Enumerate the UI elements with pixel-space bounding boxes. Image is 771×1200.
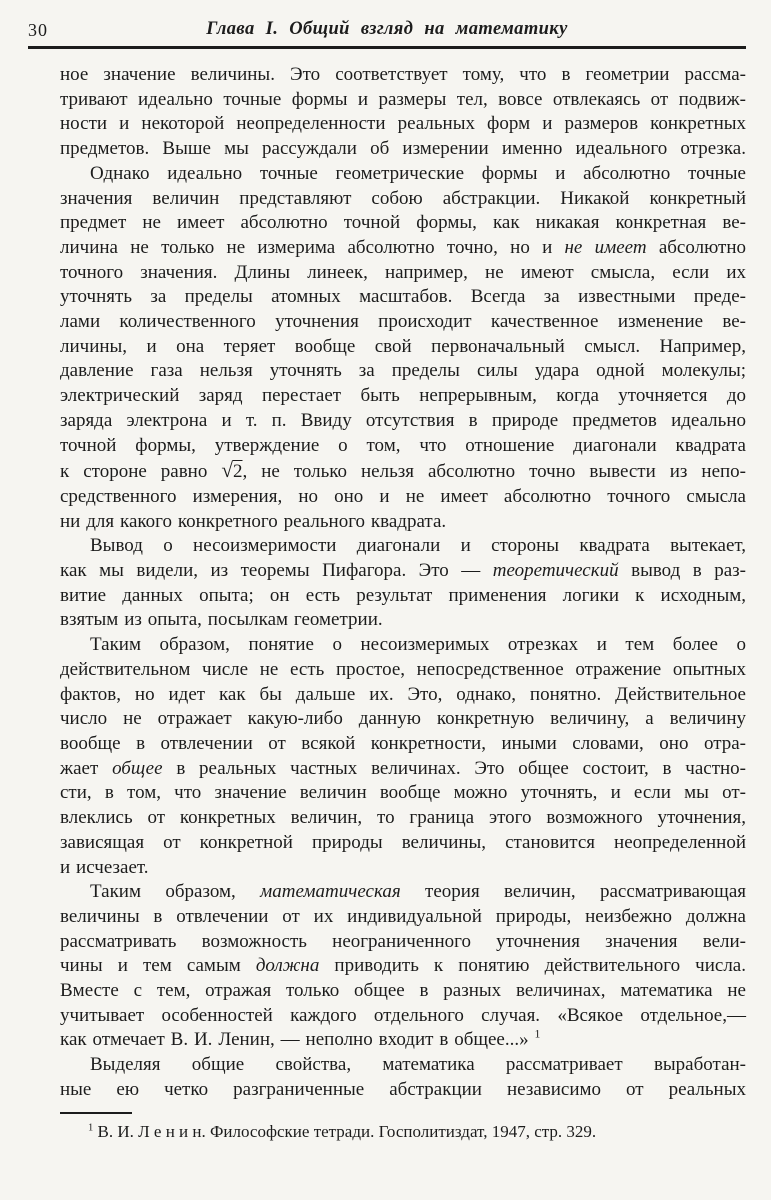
- page-body: [60, 63, 746, 1103]
- text-segment: витие данных опыта; он есть результат применения логики к исходным,: [60, 584, 746, 606]
- text-segment: Вывод о несоизмеримости диагонали и стороны квадрата вытекает,: [90, 535, 746, 557]
- text-segment: общее: [112, 757, 163, 779]
- text-segment: 2: [233, 461, 243, 483]
- paragraph: [60, 534, 746, 633]
- text-segment: значения величин представляют собою абстракции. Никакой конкретный: [60, 187, 746, 209]
- text-line: [60, 930, 746, 955]
- text-segment: Выделяя общие свойства, математика рассматривает выработан-: [90, 1054, 746, 1076]
- text-segment: точного значения. Длины линеек, например, не имеют смысла, если их: [60, 261, 746, 283]
- text-line: [60, 384, 746, 409]
- text-segment: не имеет: [564, 236, 647, 258]
- text-line: [60, 510, 746, 535]
- text-line: [60, 1028, 746, 1053]
- text-line: [60, 335, 746, 360]
- text-segment: чины и тем самым: [60, 955, 256, 977]
- text-line: [60, 954, 746, 979]
- text-segment: к стороне равно: [60, 461, 222, 483]
- text-line: [60, 633, 746, 658]
- text-segment: сти, в том, что значение величин вообще можно уточнять, и если мы от-: [60, 782, 746, 804]
- text-segment: В. И. Л е н и н. Философские тетради. Госполитиздат, 1947, стр. 329.: [93, 1122, 597, 1141]
- text-line: [60, 559, 746, 584]
- footnote-marker: 1: [88, 1122, 94, 1134]
- text-line: [60, 658, 746, 683]
- footnote-line: [60, 1121, 746, 1143]
- text-line: [60, 458, 746, 485]
- page-number: 30: [28, 20, 48, 40]
- text-segment: вообще в отвлечении от всякой конкретности, иными словами, оно отра-: [60, 732, 746, 754]
- text-segment: математическая: [260, 881, 401, 903]
- text-segment: заряда электрона и т. п. Ввиду отсутствия в природе предметов идеально: [60, 409, 746, 431]
- text-line: [60, 831, 746, 856]
- text-line: [60, 63, 746, 88]
- footnote-rule: [60, 1112, 132, 1114]
- text-segment: , не только нельзя абсолютно точно вывести из непо-: [242, 461, 747, 483]
- text-segment: вывод в раз-: [618, 560, 746, 582]
- header-rule: [28, 46, 746, 49]
- text-line: [60, 485, 746, 510]
- text-segment: величины в отвлечении от их индивидуальной природы, неизбежно должна: [60, 905, 746, 927]
- text-line: [60, 979, 746, 1004]
- text-segment: предмет не имеет абсолютно точной формы, как никакая конкретная ве-: [60, 212, 746, 234]
- text-segment: влеклись от конкретных величин, то граница этого возможного уточнения,: [60, 807, 746, 829]
- text-segment: Таким образом, понятие о несоизмеримых отрезках и тем более о: [90, 634, 746, 656]
- page-header: [28, 17, 746, 43]
- text-line: [60, 1004, 746, 1029]
- text-segment: как отмечает В. И. Ленин, — неполно входит в общее...»: [60, 1029, 535, 1051]
- text-line: [60, 584, 746, 609]
- text-line: [60, 856, 746, 881]
- text-line: [60, 608, 746, 633]
- text-segment: фактов, но идет как бы дальше их. Это, однако, понятно. Действительное: [60, 683, 746, 705]
- text-line: [60, 162, 746, 187]
- text-segment: и исчезает.: [60, 856, 149, 878]
- text-segment: взятым из опыта, посылкам геометрии.: [60, 609, 383, 631]
- text-segment: тривают идеально точные формы и размеры тел, вовсе отвлекаясь от подвиж-: [60, 88, 746, 110]
- text-segment: личины, и она теряет вообще свой первоначальный смысл. Например,: [60, 335, 746, 357]
- text-segment: теория величин, рассматривающая: [400, 881, 746, 903]
- text-line: [60, 806, 746, 831]
- text-segment: в реальных частных величинах. Это общее состоит, в частно-: [162, 757, 747, 779]
- text-segment: ни для какого конкретного реального квадрата.: [60, 510, 447, 532]
- text-segment: приводить к понятию действительного числа.: [319, 955, 746, 977]
- text-segment: давление газа нельзя уточнять за пределы силы удара одной молекулы;: [60, 360, 746, 382]
- text-segment: зависящая от конкретной природы величины, становится неопределенной: [60, 831, 746, 853]
- text-segment: абсолютно: [646, 236, 747, 258]
- text-segment: Однако идеально точные геометрические формы и абсолютно точные: [90, 162, 746, 184]
- text-line: [60, 732, 746, 757]
- text-line: [60, 707, 746, 732]
- text-line: [60, 434, 746, 459]
- text-line: [60, 236, 746, 261]
- text-line: [60, 112, 746, 137]
- text-line: [60, 211, 746, 236]
- text-line: [60, 1053, 746, 1078]
- text-line: [60, 781, 746, 806]
- text-segment: жает: [60, 757, 113, 779]
- paragraph: [60, 633, 746, 880]
- paragraph: [60, 63, 746, 162]
- text-segment: электрический заряд перестает быть непрерывным, когда уточняется до: [60, 385, 746, 407]
- text-line: [60, 310, 746, 335]
- text-line: [60, 285, 746, 310]
- text-line: [60, 409, 746, 434]
- text-segment: уточнять за пределы атомных масштабов. Всегда за известными преде-: [60, 286, 746, 308]
- text-segment: теоретический: [492, 560, 619, 582]
- text-segment: действительном числе не есть простое, непосредственное отражение опытных: [60, 658, 746, 680]
- text-segment: как мы видели, из теоремы Пифагора. Это —: [60, 560, 493, 582]
- text-line: [60, 187, 746, 212]
- text-segment: точной формы, утверждение о том, что отношение диагонали квадрата: [60, 434, 746, 456]
- text-line: [60, 1078, 746, 1103]
- text-segment: личина не только не измерима абсолютно точно, но и: [60, 236, 565, 258]
- text-segment: Таким образом,: [90, 881, 261, 903]
- text-line: [60, 757, 746, 782]
- text-line: [60, 905, 746, 930]
- text-line: [60, 261, 746, 286]
- paragraph: [60, 1053, 746, 1102]
- footnote-marker: 1: [534, 1028, 541, 1042]
- text-line: [60, 359, 746, 384]
- text-line: [60, 137, 746, 162]
- text-line: [60, 534, 746, 559]
- footnote: [60, 1121, 746, 1143]
- text-line: [60, 683, 746, 708]
- text-segment: ные ею четко разграниченные абстракции независимо от реальных: [60, 1078, 746, 1100]
- text-segment: √: [221, 458, 233, 483]
- text-segment: лами количественного уточнения происходит качественное изменение ве-: [60, 311, 746, 333]
- paragraph: [60, 880, 746, 1053]
- text-segment: учитывает особенностей каждого отдельного случая. «Всякое отдельное,—: [60, 1004, 746, 1026]
- text-segment: число не отражает какую-либо данную конкретную величину, а величину: [60, 708, 746, 730]
- running-head-title: Глава I. Общий взгляд на математику: [206, 19, 568, 39]
- text-line: [60, 880, 746, 905]
- text-segment: ное значение величины. Это соответствует тому, что в геометрии рассма-: [60, 64, 746, 85]
- text-segment: ности и некоторой неопределенности реальных форм и размеров конкретных: [60, 113, 746, 135]
- text-segment: рассматривать возможность неограниченного уточнения значения вели-: [60, 930, 746, 952]
- text-line: [60, 88, 746, 113]
- text-segment: Вместе с тем, отражая только общее в разных величинах, математика не: [60, 980, 746, 1002]
- text-segment: предметов. Выше мы рассуждали об измерении именно идеального отрезка.: [60, 138, 746, 160]
- text-segment: должна: [255, 955, 320, 977]
- text-segment: средственного измерения, но оно и не имеет абсолютно точного смысла: [60, 485, 746, 507]
- paragraph: [60, 162, 746, 535]
